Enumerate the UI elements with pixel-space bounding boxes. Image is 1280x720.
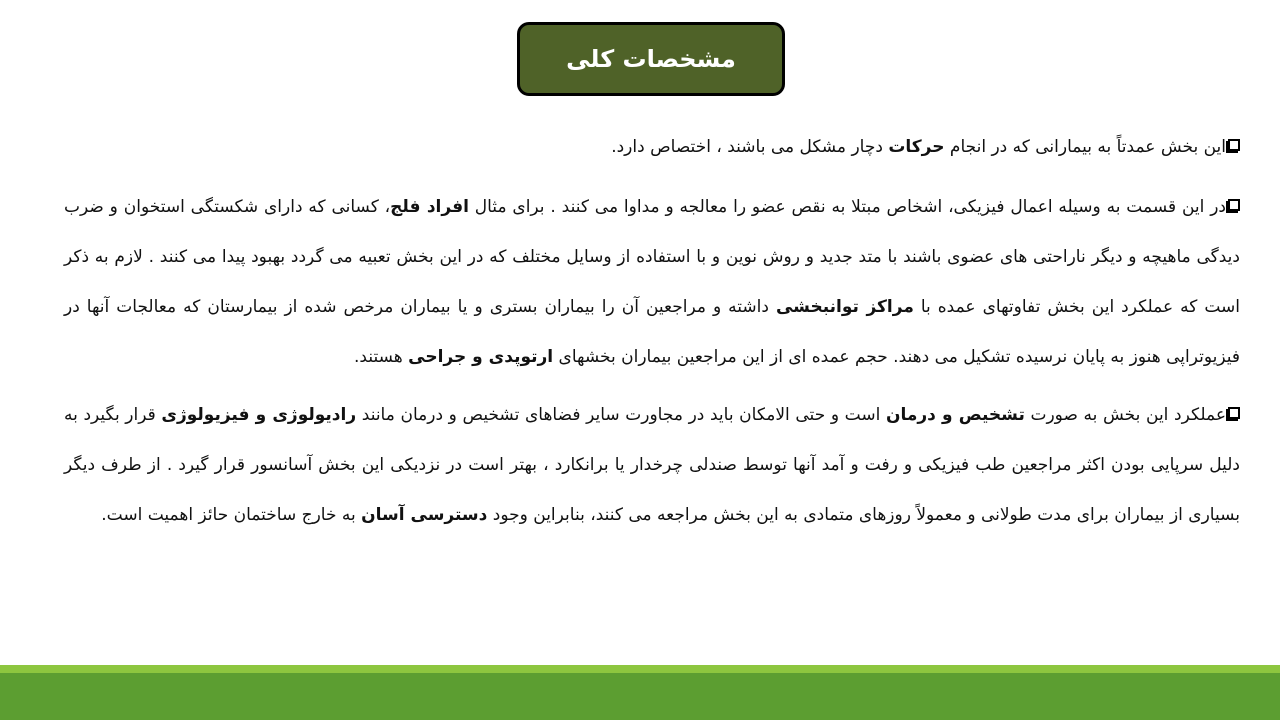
- checkbox-bullet-icon: [1228, 407, 1240, 419]
- checkbox-bullet-icon: [1228, 199, 1240, 211]
- bold-term: مراکز توانبخشی: [775, 297, 914, 317]
- bold-term: دسترسی آسان: [361, 505, 488, 525]
- bold-term: حرکات: [888, 137, 945, 157]
- text-run: داشته و مراجعین آن را بیماران بستری و یا بیماران مرخص شده از بیمارستان که معالجات آنها در فیزیوتراپی هنوز به پایان نرسیده تشکیل می دهند. حجم عمده ای از این مراجعین بیماران بخشهای: [64, 297, 1240, 367]
- text-run: ، کسانی که دارای شکستگی استخوان و ضرب دیدگی ماهیچه و دیگر ناراحتی های عضوی باشند با متد جدید و روش نوین و با استفاده از وسایل مختلف که در این بخش تعبیه می گردد بهبود پیدا می کنند . لازم به ذکر است که عملکرد این بخش تفاوتهای عمده با: [64, 197, 1241, 317]
- text-run: در این قسمت به وسیله اعمال فیزیکی، اشخاص مبتلا به نقص عضو را معالجه و مداوا می کنند . برای مثال: [468, 197, 1227, 217]
- text-run: به خارج ساختمان حائز اهمیت است.: [101, 505, 362, 525]
- bold-term: ارتوپدی و جراحی: [408, 347, 554, 367]
- bullet-paragraph-2: [64, 182, 1240, 382]
- slide-title: [517, 22, 785, 96]
- bullet-paragraph-1: [64, 122, 1240, 172]
- checkbox-bullet-icon: [1228, 139, 1240, 151]
- footer-band-dark: [0, 673, 1280, 720]
- text-run: قرار بگیرد به دلیل سرپایی بودن اکثر مراجعین طب فیزیکی و رفت و آمد آنها توسط صندلی چرخدار یا برانکارد ، بهتر است در نزدیکی این بخش آسانسور قرار گیرد . از طرف دیگر بسیاری از بیماران برای مدت طولانی و معمولاً روزهای متمادی به این بخش مراجعه می کنند، بنابراین وجود: [64, 405, 1240, 525]
- bold-term: افراد فلج: [390, 197, 469, 217]
- slide-title-text: مشخصات کلی: [566, 45, 736, 73]
- text-run: است و حتی الامکان باید در مجاورت سایر فضاهای تشخیص و درمان مانند: [356, 405, 886, 425]
- bold-term: تشخیص و درمان: [885, 405, 1025, 425]
- bullet-paragraph-3: [64, 390, 1240, 540]
- text-run: این بخش عمدتاً به بیمارانی که در انجام: [944, 137, 1226, 157]
- text-run: دچار مشکل می باشند ، اختصاص دارد.: [611, 137, 889, 157]
- text-run: عملکرد این بخش به صورت: [1024, 405, 1226, 425]
- footer-band-light: [0, 665, 1280, 673]
- text-run: هستند.: [354, 347, 409, 367]
- bold-term: رادیولوژی و فیزیولوژی: [161, 405, 357, 425]
- slide-body: [64, 122, 1240, 540]
